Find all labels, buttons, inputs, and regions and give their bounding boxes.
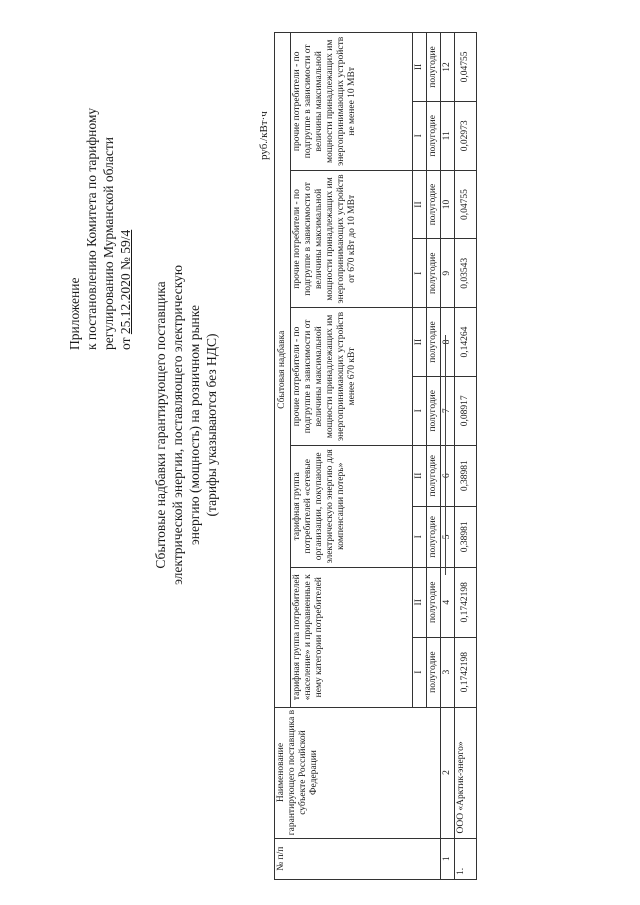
value-cell: 0,14264	[455, 308, 477, 377]
title-line: энергию (мощность) на розничном рынке	[187, 305, 202, 545]
header-half-2: II	[413, 170, 427, 239]
value-cell: 0,02973	[455, 101, 477, 170]
header-half-word: полугодие	[427, 506, 441, 567]
table-row	[455, 33, 477, 880]
value-cell: 0,1742198	[455, 637, 477, 707]
header-half-2: II	[413, 33, 427, 102]
header-half-word: полугодие	[427, 239, 441, 308]
appendix-line: Приложение	[67, 277, 82, 350]
appendix-date-line	[117, 30, 134, 350]
column-number: 8	[441, 308, 455, 377]
row-number: 1.	[455, 838, 477, 879]
header-group-under-670kw: прочие потребители - по подгруппе в зависимости от величины максимальной мощности принадлежащих им энергопринимающих устройств менее 670 кВт	[291, 308, 413, 446]
column-number: 3	[441, 637, 455, 707]
value-cell: 0,04755	[455, 33, 477, 102]
title-line: электрической энергии, поставляющего электрическую	[170, 265, 185, 585]
value-cell: 0,08917	[455, 376, 477, 445]
header-half-1: I	[413, 101, 427, 170]
column-number: 7	[441, 376, 455, 445]
header-half-word: полугодие	[427, 376, 441, 445]
header-half-word: полугодие	[427, 101, 441, 170]
tariff-table	[274, 32, 477, 880]
column-number: 5	[441, 506, 455, 567]
value-cell: 0,38981	[455, 506, 477, 567]
header-half-1: I	[413, 239, 427, 308]
document-title	[152, 215, 220, 635]
column-number: 12	[441, 33, 455, 102]
supplier-name: ООО «Арктик-энерго»	[455, 707, 477, 838]
value-cell: 0,04755	[455, 170, 477, 239]
header-sales-markup: Сбытовая надбавка	[275, 33, 291, 708]
header-number: № п/п	[275, 838, 441, 879]
header-half-1: I	[413, 506, 427, 567]
appendix-line: к постановлению Комитета по тарифному	[84, 107, 99, 350]
value-cell: 0,1742198	[455, 567, 477, 637]
header-group-over-10mw: прочие потребители - по подгруппе в зависимости от величины максимальной мощности принадлежащих им энергопринимающих устройств не менее 10 МВт	[291, 33, 413, 171]
column-number: 1	[441, 838, 455, 879]
units-label: руб./кВт·ч	[258, 111, 270, 160]
header-half-word: полугодие	[427, 33, 441, 102]
header-half-word: полугодие	[427, 445, 441, 506]
header-half-word: полугодие	[427, 308, 441, 377]
appendix-block	[66, 30, 134, 350]
header-half-2: II	[413, 445, 427, 506]
column-number: 11	[441, 101, 455, 170]
column-number: 10	[441, 170, 455, 239]
header-group-network: тарифная группа потребителей «сетевые организации, покупающие электрическую энергию для компенсации потерь»	[291, 445, 413, 567]
appendix-line: регулированию Мурманской области	[101, 137, 116, 350]
column-number: 4	[441, 567, 455, 637]
value-cell: 0,38981	[455, 445, 477, 506]
column-number: 9	[441, 239, 455, 308]
title-line: Сбытовые надбавки гарантирующего поставщика	[153, 281, 168, 569]
header-group-670kw-10mw: прочие потребители - по подгруппе в зависимости от величины максимальной мощности принадлежащих им энергопринимающих устройств от 670 кВт до 10 МВт	[291, 170, 413, 308]
header-half-word: полугодие	[427, 637, 441, 707]
title-line: (тарифы указываются без НДС)	[204, 333, 219, 517]
header-half-2: II	[413, 567, 427, 637]
header-half-word: полугодие	[427, 170, 441, 239]
appendix-prefix: от	[118, 334, 133, 350]
document-reference: 25.12.2020 № 59/4	[118, 229, 133, 335]
value-cell: 0,03543	[455, 239, 477, 308]
header-supplier-name: Наименование гарантирующего поставщика в субъекте Российской Федерации	[275, 707, 441, 838]
column-number: 2	[441, 707, 455, 838]
header-group-population: тарифная группа потребителей «население» и приравненные к нему категории потребителей	[291, 567, 413, 707]
signature-divider	[445, 335, 446, 575]
header-half-1: I	[413, 637, 427, 707]
column-number: 6	[441, 445, 455, 506]
header-half-1: I	[413, 376, 427, 445]
header-half-2: II	[413, 308, 427, 377]
header-half-word: полугодие	[427, 567, 441, 637]
